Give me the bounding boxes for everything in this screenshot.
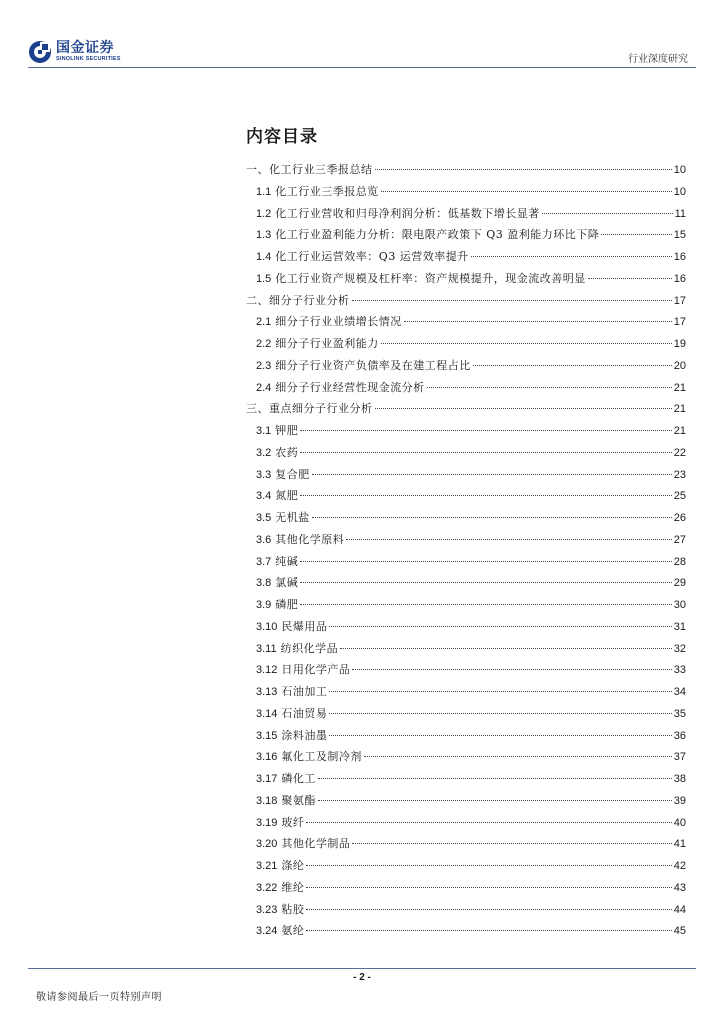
toc-entry[interactable] xyxy=(246,311,686,333)
toc-dot-leader xyxy=(471,256,672,257)
toc-entry-page: 38 xyxy=(673,773,686,785)
toc-entry-label: 其他化学原料 xyxy=(275,532,345,546)
toc-entry[interactable] xyxy=(246,877,686,899)
toc-entry-label: 化工行业三季报总览 xyxy=(275,184,379,198)
toc-entry[interactable] xyxy=(246,790,686,812)
toc-entry[interactable] xyxy=(246,420,686,442)
toc-entry-label: 涂料油墨 xyxy=(281,728,328,742)
toc-entry-page: 44 xyxy=(673,903,686,916)
toc-entry-number: 3.21 xyxy=(256,860,278,872)
toc-entry-label: 磷肥 xyxy=(275,598,299,611)
toc-dot-leader xyxy=(306,887,671,888)
toc-entry-page: 22 xyxy=(673,446,686,459)
toc-entry-page: 21 xyxy=(673,425,686,437)
toc-dot-leader xyxy=(375,169,672,170)
toc-entry-label: 钾肥 xyxy=(275,424,299,437)
toc-dot-leader xyxy=(329,626,671,627)
toc-entry-page: 39 xyxy=(673,794,686,807)
toc-entry[interactable] xyxy=(246,203,686,225)
toc-entry-label: 一、化工行业三季报总结 xyxy=(246,163,373,176)
footer-divider xyxy=(28,968,696,969)
toc-entry-label: 化工行业资产规模及杠杆率：资产规模提升，现金流改善明显 xyxy=(275,271,586,285)
toc-entry-number: 3.11 xyxy=(256,642,277,655)
toc-entry[interactable] xyxy=(246,659,686,681)
toc-dot-leader xyxy=(346,539,671,540)
toc-dot-leader xyxy=(473,365,672,366)
toc-entry-number: 1.2 xyxy=(256,207,272,220)
toc-entry-page: 21 xyxy=(673,403,686,416)
toc-entry-label: 玻纤 xyxy=(281,815,305,829)
toc-entry-page: 35 xyxy=(673,707,686,720)
toc-entry-number: 3.6 xyxy=(256,533,272,546)
toc-entry-label: 无机盐 xyxy=(275,511,310,524)
toc-dot-leader xyxy=(318,778,672,779)
toc-entry-number: 3.1 xyxy=(256,425,272,437)
toc-entry-number: 1.5 xyxy=(256,272,272,285)
toc-entry-label: 化工行业盈利能力分析：限电限产政策下 Q3 盈利能力环比下降 xyxy=(275,228,600,242)
toc-entry-page: 30 xyxy=(673,599,686,611)
toc-entry[interactable] xyxy=(246,464,686,486)
toc-dot-leader xyxy=(340,648,672,649)
toc-entry[interactable] xyxy=(246,594,686,616)
toc-title: 内容目录 xyxy=(246,127,318,147)
toc-entry[interactable] xyxy=(246,616,686,638)
toc-entry[interactable] xyxy=(246,725,686,747)
toc-dot-leader xyxy=(352,669,671,670)
toc-entry-page: 45 xyxy=(673,925,686,938)
toc-dot-leader xyxy=(329,691,671,692)
toc-list xyxy=(246,159,686,942)
toc-entry-page: 37 xyxy=(673,751,686,764)
toc-entry-label: 涤纶 xyxy=(281,859,305,872)
toc-entry-number: 3.18 xyxy=(256,794,278,807)
toc-entry-number: 1.3 xyxy=(256,229,272,242)
toc-entry-label: 细分子行业经营性现金流分析 xyxy=(275,380,425,394)
toc-dot-leader xyxy=(300,561,671,562)
toc-entry-number: 3.17 xyxy=(256,773,278,785)
toc-entry-page: 34 xyxy=(673,686,686,698)
toc-entry-number: 3.23 xyxy=(256,903,278,916)
toc-entry-number: 3.9 xyxy=(256,599,272,611)
toc-entry-page: 28 xyxy=(673,555,686,568)
logo-chinese-name: 国金证券 xyxy=(56,40,114,56)
toc-dot-leader xyxy=(300,430,671,431)
toc-entry-page: 17 xyxy=(673,294,686,307)
toc-entry[interactable] xyxy=(246,398,686,420)
table-of-contents xyxy=(246,122,686,942)
toc-entry-number: 2.4 xyxy=(256,381,272,394)
toc-entry[interactable] xyxy=(246,377,686,399)
toc-entry-label: 细分子行业盈利能力 xyxy=(275,337,379,350)
toc-entry[interactable] xyxy=(246,812,686,834)
toc-dot-leader xyxy=(306,822,671,823)
toc-entry[interactable] xyxy=(246,268,686,290)
toc-entry[interactable] xyxy=(246,529,686,551)
toc-entry-label: 纺织化学品 xyxy=(280,641,339,655)
toc-entry-label: 三、重点细分子行业分析 xyxy=(246,402,373,416)
toc-entry-label: 化工行业营收和归母净利润分析：低基数下增长显著 xyxy=(275,206,540,220)
toc-entry[interactable] xyxy=(246,833,686,855)
toc-entry-label: 日用化学产品 xyxy=(281,663,351,677)
toc-dot-leader xyxy=(375,408,672,409)
toc-entry-label: 氨纶 xyxy=(281,924,305,938)
page-header xyxy=(0,0,724,70)
toc-entry-number: 3.15 xyxy=(256,729,278,742)
toc-entry-label: 其他化学制品 xyxy=(281,837,351,851)
toc-entry-label: 农药 xyxy=(275,445,299,459)
toc-entry-number: 3.5 xyxy=(256,512,272,524)
toc-entry[interactable] xyxy=(246,333,686,355)
toc-dot-leader xyxy=(312,474,672,475)
company-logo xyxy=(28,40,121,64)
toc-dot-leader xyxy=(404,321,672,322)
toc-entry-label: 氮肥 xyxy=(275,489,299,503)
toc-entry-number: 3.13 xyxy=(256,686,278,698)
toc-entry-number: 3.3 xyxy=(256,468,272,481)
toc-dot-leader xyxy=(352,300,672,301)
toc-entry-label: 石油贸易 xyxy=(281,706,328,720)
toc-entry-label: 聚氨酯 xyxy=(281,793,316,807)
report-type: 行业深度研究 xyxy=(628,54,688,65)
toc-dot-leader xyxy=(601,234,671,235)
toc-entry[interactable] xyxy=(246,485,686,507)
toc-entry-page: 42 xyxy=(673,860,686,872)
toc-dot-leader xyxy=(542,213,673,214)
toc-entry-number: 2.2 xyxy=(256,338,272,350)
toc-dot-leader xyxy=(588,278,672,279)
toc-entry[interactable] xyxy=(246,224,686,246)
toc-dot-leader xyxy=(300,495,671,496)
toc-entry-page: 32 xyxy=(673,642,686,655)
disclaimer-note: 敬请参阅最后一页特别声明 xyxy=(36,992,162,1003)
toc-entry-number: 1.4 xyxy=(256,251,272,263)
toc-entry-page: 27 xyxy=(673,533,686,546)
toc-entry-page: 43 xyxy=(673,881,686,894)
toc-entry-label: 二、细分子行业分析 xyxy=(246,293,350,307)
toc-dot-leader xyxy=(329,735,671,736)
toc-entry[interactable] xyxy=(246,355,686,377)
toc-entry[interactable] xyxy=(246,181,686,203)
logo-english-name: SINOLINK SECURITIES xyxy=(56,56,121,62)
toc-entry-label: 氯碱 xyxy=(275,576,299,590)
toc-entry-page: 29 xyxy=(673,577,686,590)
toc-entry-label: 细分子行业业绩增长情况 xyxy=(275,315,402,329)
toc-entry-number: 3.14 xyxy=(256,707,278,720)
toc-dot-leader xyxy=(352,843,671,844)
toc-entry[interactable] xyxy=(246,572,686,594)
toc-dot-leader xyxy=(364,756,672,757)
toc-entry-label: 化工行业运营效率：Q3 运营效率提升 xyxy=(275,250,469,263)
toc-entry-number: 3.12 xyxy=(256,664,278,677)
toc-entry-page: 10 xyxy=(673,185,686,198)
toc-dot-leader xyxy=(312,517,672,518)
toc-entry[interactable] xyxy=(246,899,686,921)
toc-entry-label: 复合肥 xyxy=(275,467,310,481)
toc-dot-leader xyxy=(306,930,671,931)
page-number: - 2 - xyxy=(353,972,371,983)
header-divider xyxy=(28,67,696,68)
toc-entry-page: 19 xyxy=(673,338,686,350)
toc-entry-number: 3.16 xyxy=(256,751,278,764)
toc-entry-page: 36 xyxy=(673,729,686,742)
toc-entry-page: 11 xyxy=(674,207,686,220)
toc-entry-page: 40 xyxy=(673,816,686,829)
logo-text xyxy=(56,41,121,63)
toc-entry-label: 民爆用品 xyxy=(281,619,328,633)
toc-entry-label: 石油加工 xyxy=(281,685,328,698)
toc-dot-leader xyxy=(306,865,671,866)
toc-entry-page: 20 xyxy=(673,359,686,372)
toc-dot-leader xyxy=(318,800,672,801)
toc-entry-number: 3.20 xyxy=(256,838,278,851)
toc-entry-number: 1.1 xyxy=(256,185,272,198)
toc-entry-label: 维纶 xyxy=(281,880,305,894)
toc-entry-label: 纯碱 xyxy=(275,554,299,568)
toc-entry[interactable] xyxy=(246,855,686,877)
toc-entry-page: 31 xyxy=(673,620,686,633)
toc-dot-leader xyxy=(381,343,672,344)
toc-entry-page: 41 xyxy=(673,838,686,851)
toc-entry-page: 21 xyxy=(673,381,686,394)
toc-dot-leader xyxy=(306,909,671,910)
toc-entry-page: 17 xyxy=(673,316,686,329)
toc-entry-page: 10 xyxy=(673,164,686,176)
toc-entry[interactable] xyxy=(246,703,686,725)
toc-entry[interactable] xyxy=(246,246,686,268)
toc-entry-number: 3.4 xyxy=(256,490,272,503)
toc-entry-page: 26 xyxy=(673,512,686,524)
logo-mark-icon xyxy=(28,40,52,64)
toc-entry-page: 15 xyxy=(673,229,686,242)
toc-entry[interactable] xyxy=(246,507,686,529)
toc-entry-page: 23 xyxy=(673,468,686,481)
toc-entry-label: 粘胶 xyxy=(281,902,305,916)
toc-entry[interactable] xyxy=(246,768,686,790)
toc-entry-label: 磷化工 xyxy=(281,772,316,785)
toc-dot-leader xyxy=(381,191,672,192)
toc-entry-number: 2.3 xyxy=(256,359,272,372)
toc-entry[interactable] xyxy=(246,442,686,464)
toc-entry-number: 3.19 xyxy=(256,816,278,829)
toc-entry[interactable] xyxy=(246,638,686,660)
toc-entry-number: 3.22 xyxy=(256,881,278,894)
toc-dot-leader xyxy=(427,387,672,388)
toc-entry[interactable] xyxy=(246,920,686,942)
toc-entry-label: 细分子行业资产负债率及在建工程占比 xyxy=(275,358,471,372)
toc-entry-number: 3.2 xyxy=(256,446,272,459)
toc-entry-page: 25 xyxy=(673,490,686,503)
toc-dot-leader xyxy=(329,713,671,714)
toc-dot-leader xyxy=(300,582,671,583)
toc-entry-number: 2.1 xyxy=(256,316,272,329)
toc-dot-leader xyxy=(300,452,671,453)
toc-entry-number: 3.8 xyxy=(256,577,272,590)
toc-entry-page: 16 xyxy=(673,251,686,263)
toc-entry[interactable] xyxy=(246,290,686,312)
toc-entry-page: 16 xyxy=(673,272,686,285)
toc-entry-number: 3.24 xyxy=(256,925,278,938)
toc-entry-number: 3.10 xyxy=(256,620,278,633)
toc-entry[interactable] xyxy=(246,681,686,703)
toc-entry[interactable] xyxy=(246,746,686,768)
toc-entry-number: 3.7 xyxy=(256,555,272,568)
toc-entry-label: 氟化工及制冷剂 xyxy=(281,750,362,764)
toc-entry[interactable] xyxy=(246,551,686,573)
toc-dot-leader xyxy=(300,604,671,605)
toc-entry[interactable] xyxy=(246,159,686,181)
toc-entry-page: 33 xyxy=(673,664,686,677)
